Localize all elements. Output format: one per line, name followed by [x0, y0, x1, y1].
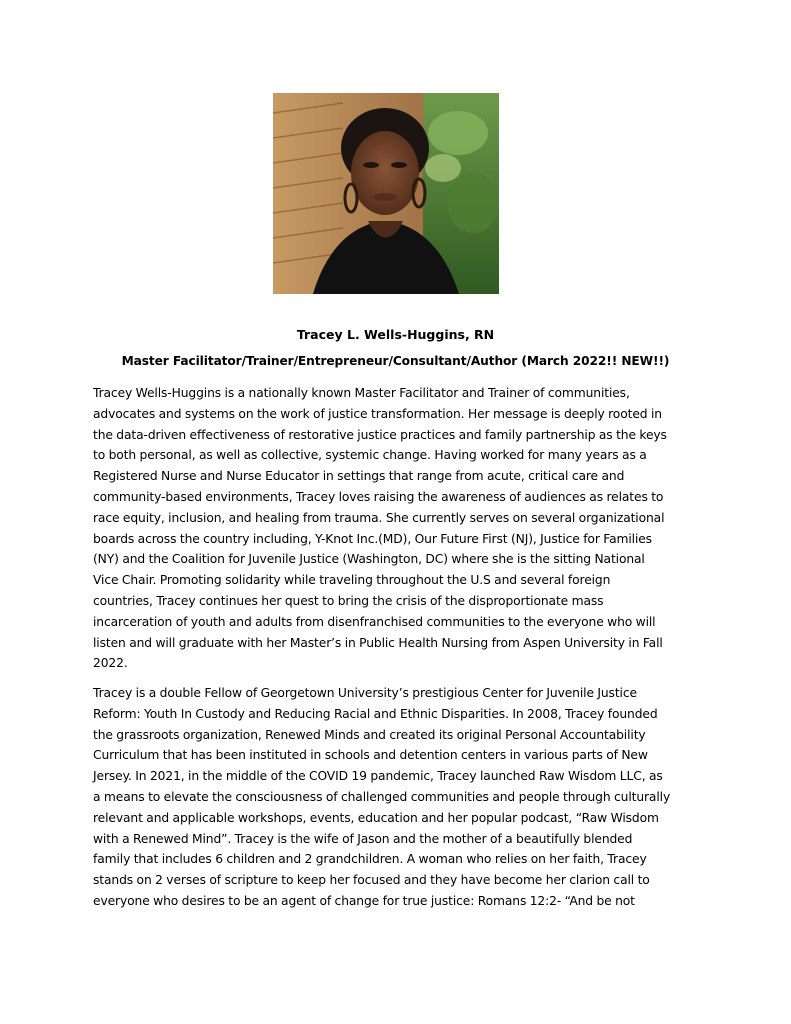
- paragraph-line: to both personal, as well as collective, systemic change. Having worked for many years as a: [93, 448, 647, 463]
- bio-paragraph-2: [93, 683, 713, 912]
- paragraph-line: Tracey is a double Fellow of Georgetown University’s prestigious Center for Juvenile Justice: [93, 686, 637, 700]
- paragraph-line: 2022.: [93, 656, 128, 671]
- paragraph-line: the grassroots organization, Renewed Minds and created its original Personal Accountability: [93, 727, 646, 742]
- person-subtitle: Master Facilitator/Trainer/Entrepreneur/Consultant/Author (March 2022!! NEW!!): [121, 354, 670, 368]
- paragraph-line: the data-driven effectiveness of restorative justice practices and family partnership as the keys: [93, 427, 667, 442]
- person-name: Tracey L. Wells-Huggins, RN: [296, 327, 495, 342]
- paragraph-line: incarceration of youth and adults from disenfranchised communities to the everyone who will: [93, 614, 656, 629]
- bio-paragraph-1: [93, 383, 713, 674]
- paragraph-line: Reform: Youth In Custody and Reducing Racial and Ethnic Disparities. In 2008, Tracey founded: [93, 706, 658, 721]
- paragraph-line: community-based environments, Tracey loves raising the awareness of audiences as relates to: [93, 489, 664, 504]
- paragraph-line: boards across the country including, Y-Knot Inc.(MD), Our Future First (NJ), Justice for Families: [93, 531, 652, 546]
- paragraph-line: Curriculum that has been instituted in schools and detention centers in various parts of New: [93, 748, 648, 763]
- paragraph-line: relevant and applicable workshops, events, education and her popular podcast, “Raw Wisdom: [93, 810, 659, 825]
- paragraph-line: Jersey. In 2021, in the middle of the COVID 19 pandemic, Tracey launched Raw Wisdom LLC, as: [93, 769, 663, 784]
- paragraph-line: stands on 2 verses of scripture to keep her focused and they have become her clarion call to: [93, 873, 650, 888]
- paragraph-line: Tracey Wells-Huggins is a nationally known Master Facilitator and Trainer of communities,: [93, 386, 630, 400]
- paragraph-line: with a Renewed Mind”. Tracey is the wife of Jason and the mother of a beautifully blended: [93, 831, 633, 846]
- paragraph-line: everyone who desires to be an agent of change for true justice: Romans 12:2- “And be not: [93, 893, 635, 908]
- paragraph-line: family that includes 6 children and 2 grandchildren. A woman who relies on her faith, Tracey: [93, 852, 647, 867]
- paragraph-line: race equity, inclusion, and healing from trauma. She currently serves on several organizational: [93, 510, 665, 525]
- paragraph-line: a means to elevate the consciousness of challenged communities and people through culturally: [93, 789, 671, 804]
- paragraph-line: countries, Tracey continues her quest to bring the crisis of the disproportionate mass: [93, 593, 604, 608]
- paragraph-line: listen and will graduate with her Master’s in Public Health Nursing from Aspen University in Fall: [93, 635, 663, 650]
- paragraph-line: advocates and systems on the work of justice transformation. Her message is deeply rooted in: [93, 406, 662, 421]
- paragraph-line: Registered Nurse and Nurse Educator in settings that range from acute, critical care and: [93, 469, 625, 484]
- portrait-photo: [273, 93, 499, 294]
- paragraph-line: (NY) and the Coalition for Juvenile Justice (Washington, DC) where she is the sitting National: [93, 552, 645, 567]
- paragraph-line: Vice Chair. Promoting solidarity while traveling throughout the U.S and several foreign: [93, 573, 611, 588]
